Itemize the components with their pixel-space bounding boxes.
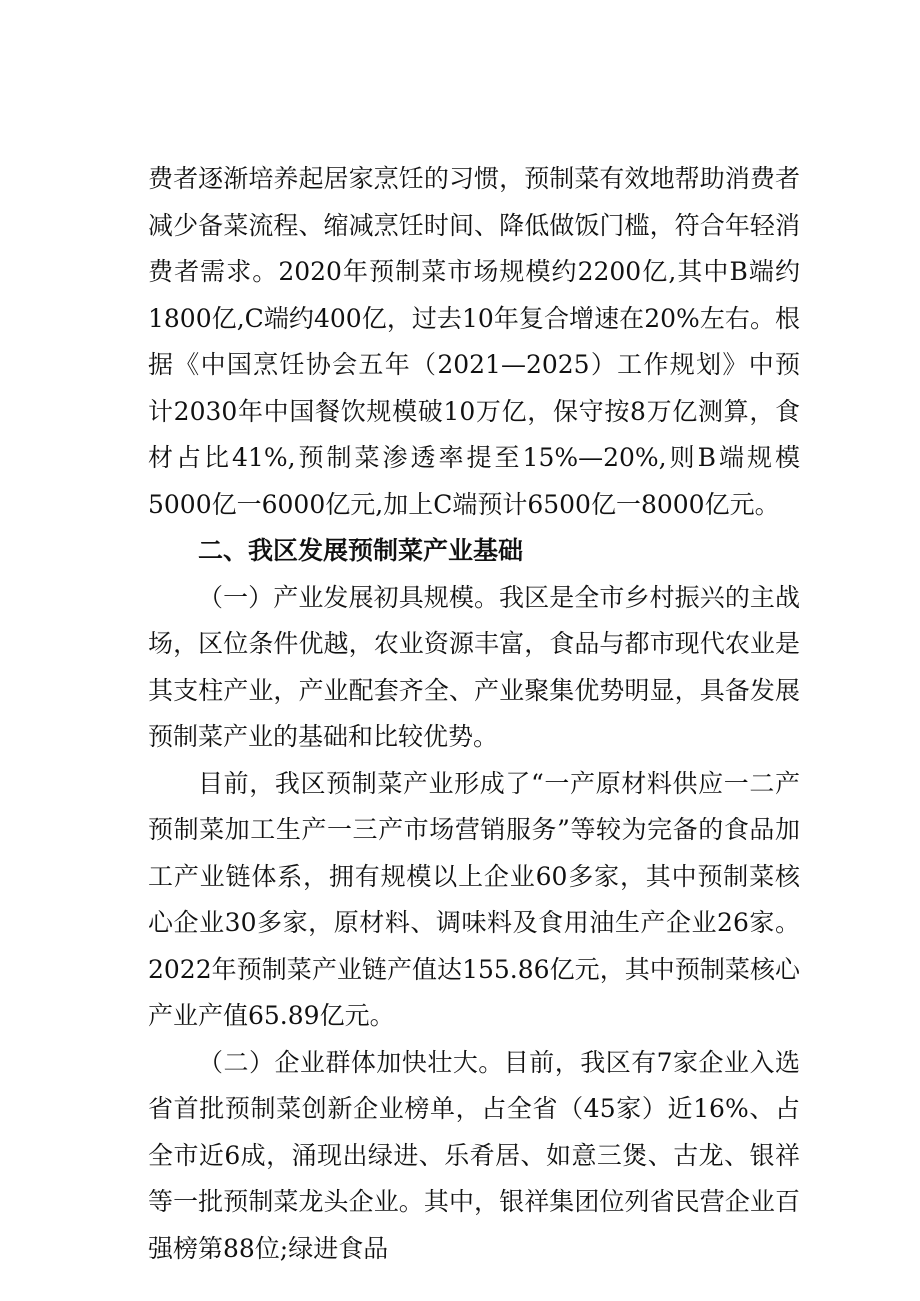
paragraph-market-size: 费者逐渐培养起居家烹饪的习惯，预制菜有效地帮助消费者减少备菜流程、缩减烹饪时间、降低做饭门槛，符合年轻消费者需求。2020年预制菜市场规模约2200亿,其中B端约1800亿,C端约400亿，过去10年复合增速在20%左右。根据《中国烹饪协会五年（2021—2025）工作规划》中预计2030年中国餐饮规模破10万亿，保守按8万亿测算，食材占比41%,预制菜渗透率提至15%—20%,则B端规模5000亿一6000亿元,加上C端预计6500亿一8000亿元。 bbox=[148, 164, 800, 519]
paragraph-industry-chain: 目前，我区预制菜产业形成了“一产原材料供应一二产预制菜加工生产一三产市场营销服务”等较为完备的食品加工产业链体系，拥有规模以上企业60多家，其中预制菜核心企业30多家，原材料、调味料及食用油生产企业26家。2022年预制菜产业链产值达155.86亿元，其中预制菜核心产业产值65.89亿元。 bbox=[148, 768, 800, 1030]
section-heading-industry-foundation: 二、我区发展预制菜产业基础 bbox=[198, 536, 524, 565]
paragraph-industry-scale: （一）产业发展初具规模。我区是全市乡村振兴的主战场，区位条件优越，农业资源丰富，食品与都市现代农业是其支柱产业，产业配套齐全、产业聚集优势明显，具备发展预制菜产业的基础和比较优势。 bbox=[148, 582, 800, 751]
paragraph-enterprise-growth: （二）企业群体加快壮大。目前，我区有7家企业入选省首批预制菜创新企业榜单，占全省（45家）近16%、占全市近6成，涌现出绿进、乐肴居、如意三煲、古龙、银祥等一批预制菜龙头企业。其中，银祥集团位列省民营企业百强榜第88位;绿进食品 bbox=[148, 1047, 800, 1263]
document-body bbox=[148, 156, 800, 1272]
